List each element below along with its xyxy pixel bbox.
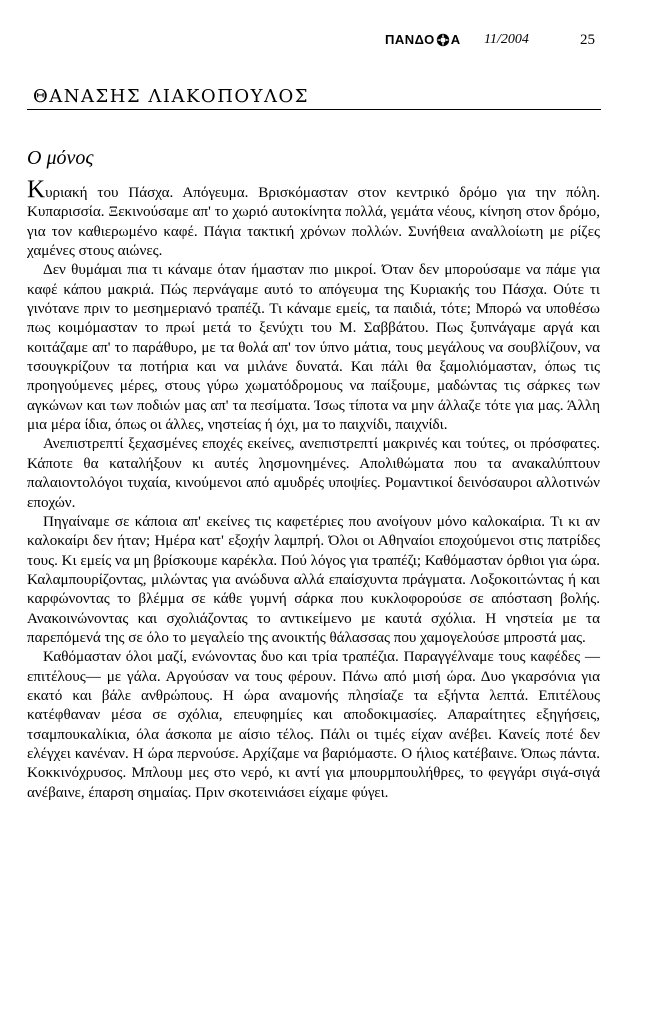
magazine-name-part-2: Α — [450, 32, 461, 47]
article-author: ΘΑΝΑΣΗΣ ΛΙΑΚΟΠΟΥΛΟΣ — [33, 86, 310, 107]
paragraph-1 — [27, 176, 600, 261]
paragraph-2: Δεν θυμάμαι πια τι κάναμε όταν ήμασταν πιο μικροί. Όταν δεν μπορούσαμε να πάμε για καφέ κάπου μακριά. Πώς περνάγαμε αυτό το απόγευμα της Κυριακής του Πάσχα. Ούτε τι γινότανε πριν το μεσημεριανό τραπέζι. Τι κάναμε εμείς, τα παιδιά, τότε; Μπορώ να υποθέσω πως κοιμόμασταν το πρωί μετά το ξενύχτι του Μ. Σαββάτου. Πως ξυπνάγαμε αργά και κοιτάζαμε απ' το παράθυρο, με τα θολά απ' τον ύπνο μάτια, τους μεγάλους να σουβλίζουν, να τσουγκρίζουν τα ποτήρια και να μιλάνε δυνατά. Και πάλι θα ξαμολιόμασταν, όπως τις προηγούμενες μέρες, στους γύρω χωματόδρομους να παίξουμε, μαδώντας τις σάρκες των αγκώνων και των ποδιών μας απ' τα πεσίματα. Ίσως τίποτα να μην άλλαζε τότε για μας. Άλλη μια μέρα ίδια, όπως οι άλλες, νηστείας ή όχι, μα το παιχνίδι, παιχνίδι. — [27, 262, 600, 434]
page-header — [0, 26, 658, 50]
issue-number: 11/2004 — [484, 32, 529, 47]
paragraph-5: Καθόμασταν όλοι μαζί, ενώνοντας δυο και τρία τραπέζια. Παραγγέλναμε τους καφέδες —επιτέλους— με γάλα. Αργούσαν να τους φέρουν. Πάνω από μισή ώρα. Δυο γκαρσόνια για εκατό και βάλε ανθρώπους. Η ώρα αναμονής πλησίαζε τα εξήντα λεπτά. Επιτέλους κατέφθαναν μέσα σε σχόλια, επευφημίες και αποδοκιμασίες. Απαραίτητες εξηγήσεις, τσαμπουκαλίκια, όλα άσκοπα με αίσιο τέλος. Πάλι οι τιμές είχαν ανέβει. Κανείς ποτέ δεν ελέγχει κανέναν. Η ώρα περνούσε. Αρχίζαμε να βαριόμαστε. Ο ήλιος κατέβαινε. Όπως πάντα. Κοκκινόχρυσος. Μπλουμ μες στο νερό, κι αντί για μπουρμπουλήθρες, το φεγγάρι σιγά-σιγά ανέβαινε, έπαρση σημαίας. Πριν σκοτεινιάσει είχαμε φύγει. — [27, 649, 600, 801]
paragraph-3: Ανεπιστρεπτί ξεχασμένες εποχές εκείνες, ανεπιστρεπτί μακρινές και τούτες, οι πρόσφατες. Κάποτε θα καταλήξουν κι αυτές λησμονημένες. Απολιθώματα που τα ανακαλύπτουν παλαιοντολόγοι τυχαία, κινούμενοι από αμυδρές υποψίες. Ρομαντικοί δεινόσαυροι αλλοτινών εποχών. — [27, 436, 600, 511]
paragraph-1-text: υριακή του Πάσχα. Απόγευμα. Βρισκόμασταν στον κεντρικό δρόμο για την πόλη. Κυπαρισσία. Ξεκινούσαμε απ' το χωριό αυτοκίνητα πολλά, γεμάτα νέους, κίνηση στον δρόμο, για τον καθιερωμένο καφέ. Πάγια τακτική χρόνων πολλών. Συνήθεια αναλλοίωτη με ρίζες χαμένες στους αιώνες. — [27, 185, 600, 260]
article-body — [27, 176, 600, 803]
magazine-name-part-1: ΠΑΝΔΟ — [385, 32, 435, 47]
paragraph-4: Πηγαίναμε σε κάποια απ' εκείνες τις καφετέριες που ανοίγουν μόνο καλοκαίρια. Τι κι αν καλοκαίρι δεν ήταν; Ημέρα κατ' εξοχήν λαμπρή. Όλοι οι Αθηναίοι εποχούμενοι στις πατρίδες τους. Κι εμείς να μη βρίσκουμε καρέκλα. Πού λόγος για τραπέζι; Καθόμασταν όρθιοι για ώρα. Καλαμπουρίζοντας, μιλώντας για ανώδυνα αλλά επαίσχυντα πράγματα. Λοξοκοιτώντας ή και καρφώνοντας το βλέμμα σε κάθε γυμνή σάρκα που κυκλοφορούσε σε απόσταση βολής. Ανακοινώνοντας και σχολιάζοντας το αντικείμενο με καυτά σχόλια. Η νηστεία με τα παρεπόμενά της σε όλο το μεγαλείο της ανοικτής θάλασσας που χαμογελούσε μπροστά μας. — [27, 513, 600, 646]
page-number: 25 — [580, 32, 595, 48]
article-title: Ο μόνος — [27, 147, 94, 169]
initial-letter: Κ — [27, 176, 46, 203]
magazine-name — [385, 32, 461, 47]
pandora-logo-icon — [436, 33, 450, 47]
header-divider — [27, 109, 601, 110]
